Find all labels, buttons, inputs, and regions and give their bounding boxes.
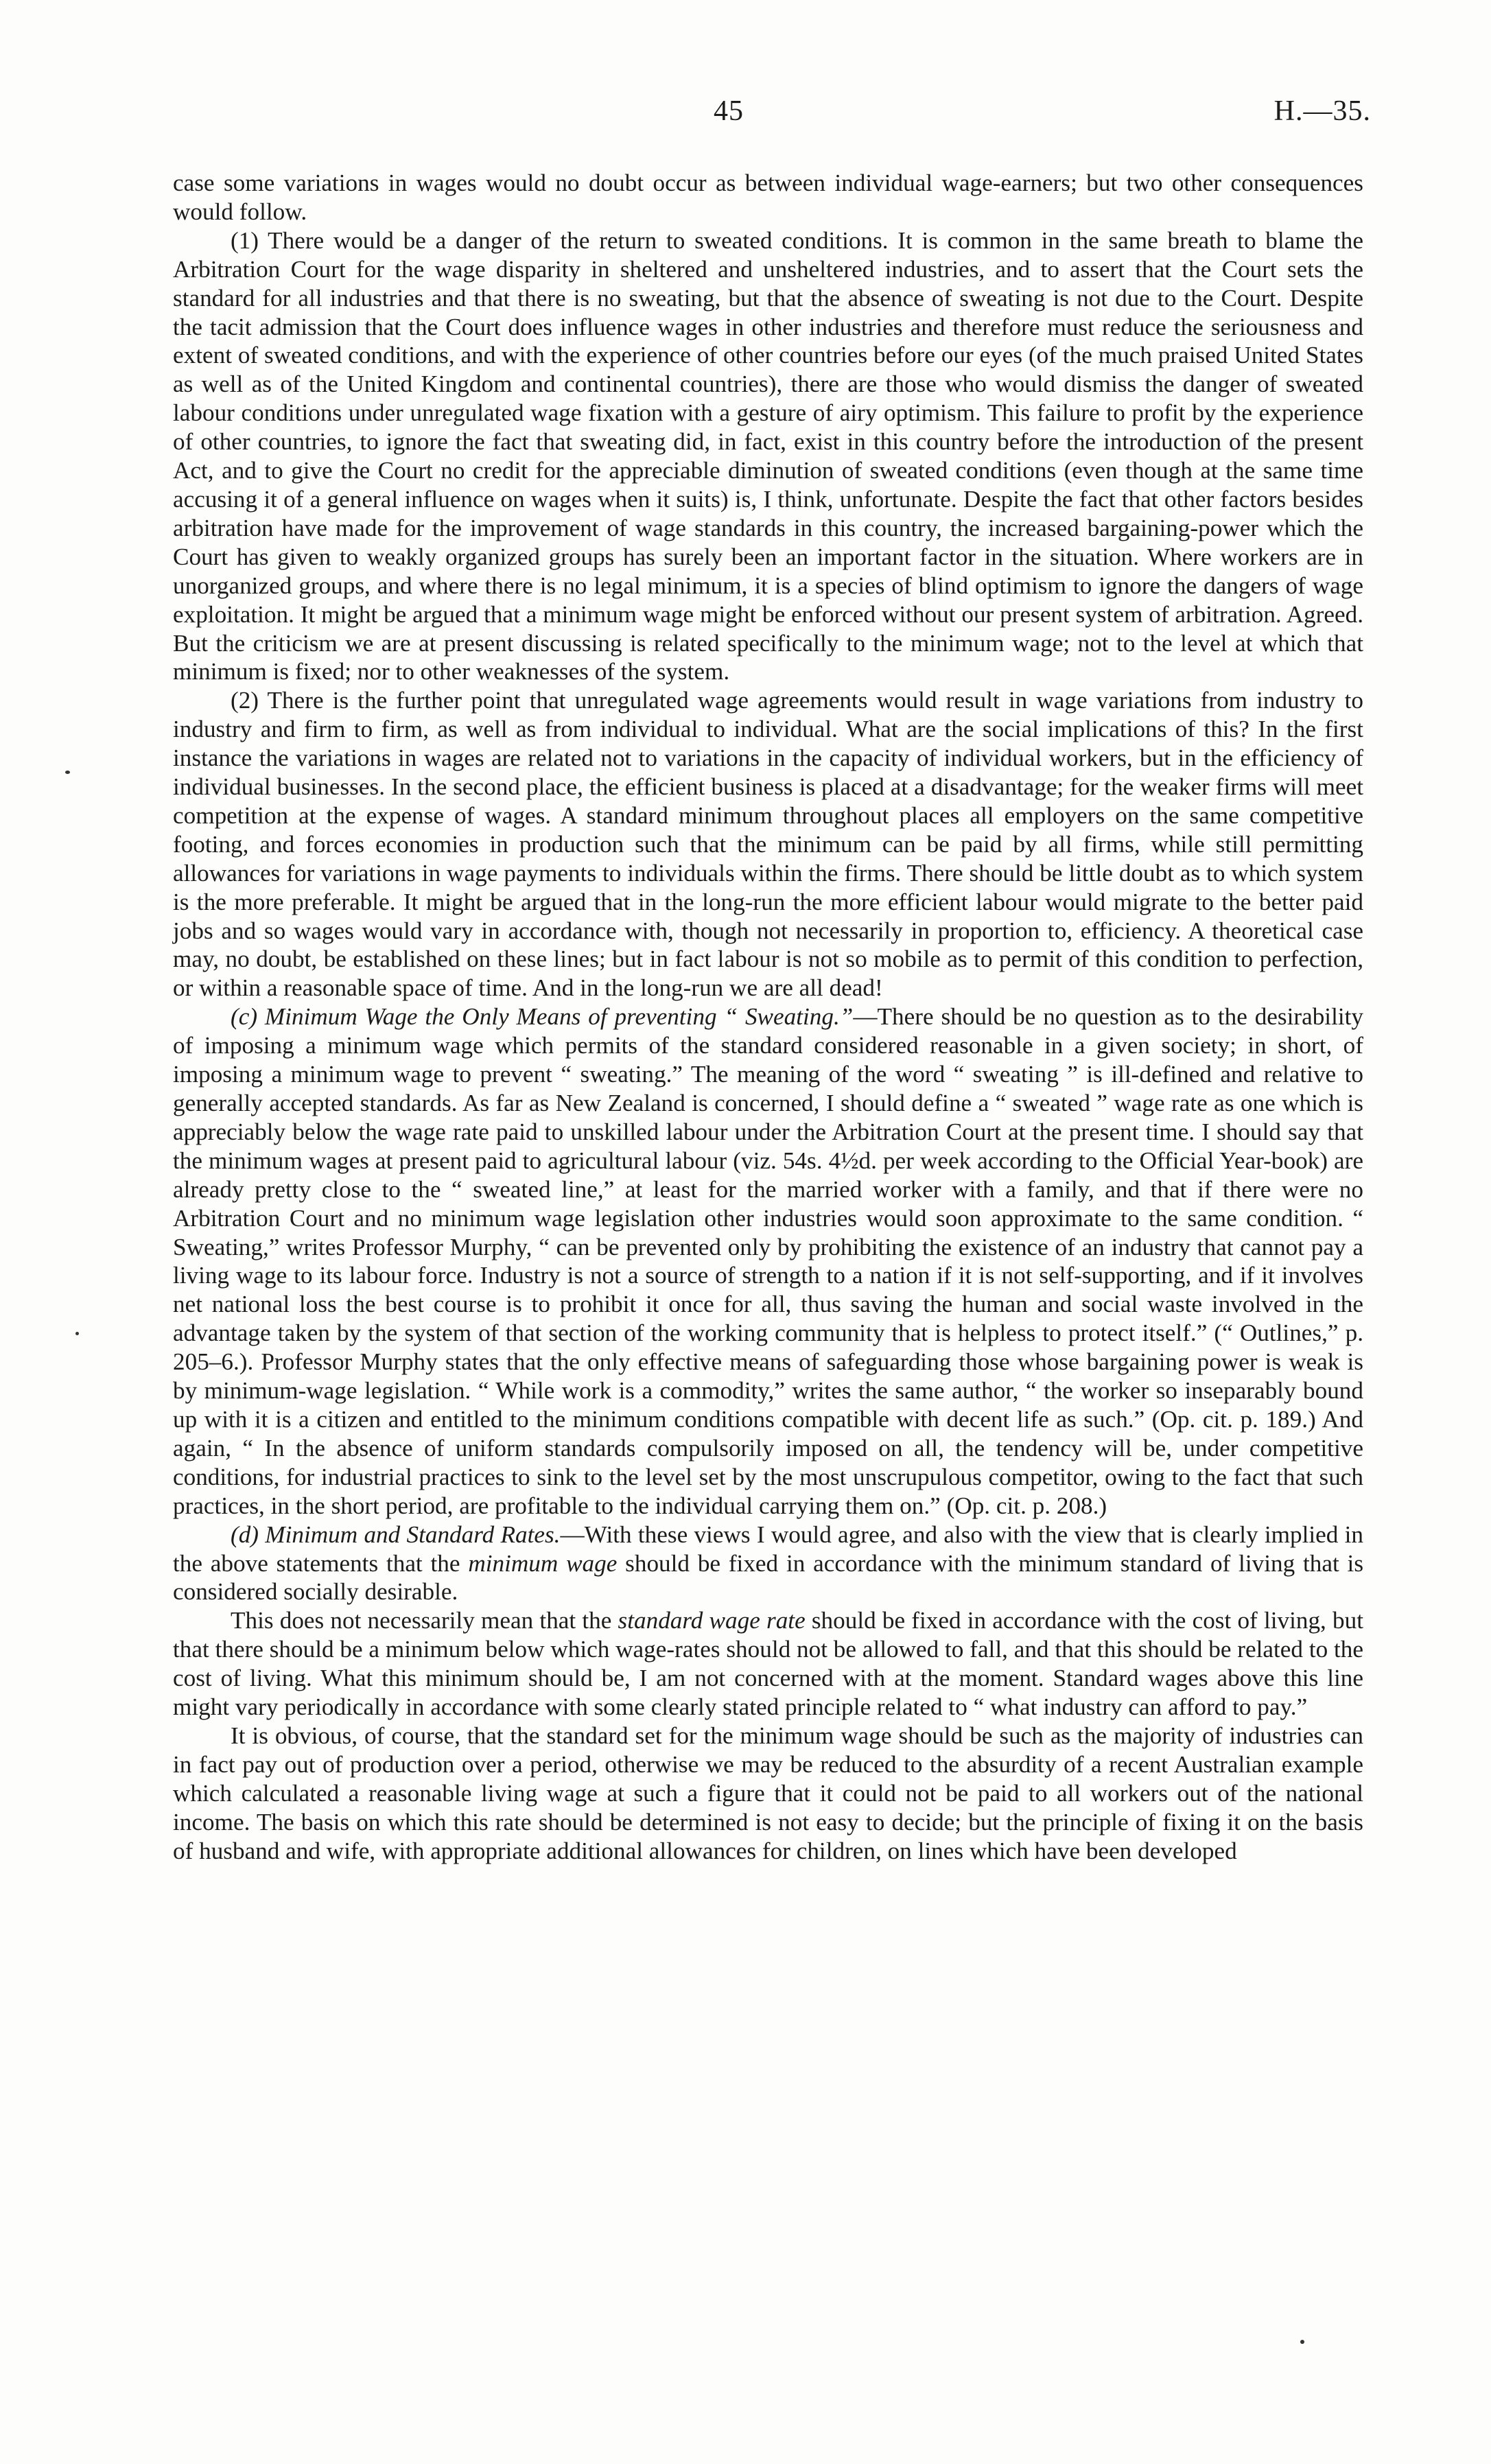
scan-speck <box>1300 2340 1304 2344</box>
paragraph-minimum-wage-basis: It is obvious, of course, that the standard set for the minimum wage should be such as the majority of industries can in fact pay out of production over a period, otherwise we may be reduced to the absurdity of a recent Australian example which calculated a reasonable living wage at such a figure that it could not be paid to all workers out of the national income. The basis on which this rate should be determined is not easy to decide; but the principle of fixing it on the basis of husband and wife, with appropriate additional allowances for children, on lines which have been developed <box>173 1722 1363 1864</box>
section-d-text-b: should be fixed in accordance with the minimum standard of living that is considered socially desirable. <box>173 1549 1364 1606</box>
section-d-heading: (d) Minimum and Standard Rates. <box>231 1521 561 1548</box>
paragraph-point-2: (2) There is the further point that unregulated wage agreements would result in wage variations from industry to industry and firm to firm, as well as from individual to individual. What are the social implications of this? In the first instance the variations in wages are related not to variations in the capacity of individual workers, but in the efficiency of individual businesses. In the second place, the efficient business is placed at a disadvantage; for the weaker firms will meet competition at the expense of wages. A standard minimum throughout places all employers on the same competitive footing, and forces economies in production such that the minimum can be paid by all firms, while still permitting allowances for variations in wage payments to individuals within the firms. There should be little doubt as to which system is the more preferable. It might be argued that in the long-run the more efficient labour would migrate to the better paid jobs and so wages would vary in accordance with, though not necessarily in proportion to, efficiency. A theoretical case may, no doubt, be established on these lines; but in fact labour is not so mobile as to permit of this condition to perfection, or within a reasonable space of time. And in the long-run we are all dead! <box>173 687 1363 1002</box>
paragraph-continued: case some variations in wages would no doubt occur as between individual wage-earners; but two other consequences would follow. <box>173 169 1363 225</box>
section-c-text: —There should be no question as to the desirability of imposing a minimum wage which permits of the standard considered reasonable in a given society; in short, of imposing a minimum wage to prevent “ sweating.” The meaning of the word “ sweating ” is ill-defined and relative to generally accepted standards. As far as New Zealand is concerned, I should define a “ sweated ” wage rate as one which is appreciably below the wage rate paid to unskilled labour under the Arbitration Court at the present time. I should say that the minimum wages at present paid to agricultural labour (viz. 54s. 4½d. per week according to the Official Year-book) are already pretty close to the “ sweated line,” at least for the married worker with a family, and that if there were no Arbitration Court and no minimum wage legislation other industries would soon approximate to the same condition. “ Sweating,” writes Professor Murphy, “ can be prevented only by prohibiting the existence of an industry that cannot pay a living wage to its labour force. Industry is not a source of strength to a nation if it is not self-supporting, and if it involves net national loss the best course is to prohibit it once for all, thus saving the human and social waste involved in the advantage taken by the system of that section of the working community that is helpless to protect itself.” (“ Outlines,” p. 205–6.). Professor Murphy states that the only effective means of safeguarding those whose bargaining power is weak is by minimum-wage legislation. “ While work is a commodity,” writes the same author, “ the worker so inseparably bound up with it is a citizen and entitled to the minimum conditions compatible with decent life as such.” (Op. cit. p. 189.) And again, “ In the absence of uniform standards compulsorily imposed on all, the tendency will be, under competitive conditions, for industrial practices to sink to the level set by the most unscrupulous competitor, owing to the fact that such practices, in the short period, are profitable to the individual carrying them on.” (Op. cit. p. 208.) <box>173 1003 1363 1519</box>
section-d-emphasis: minimum wage <box>468 1549 618 1577</box>
page-header <box>0 89 1491 137</box>
standard-rate-text-b: should be fixed in accordance with the cost of living, but that there should be a minimum below which wage-rates should not be allowed to fall, and that this should be related to the cost of living. What this minimum should be, I am not concerned with at the moment. Standard wages above this line might vary periodically in accordance with some clearly stated principle related to “ what industry can afford to pay.” <box>173 1607 1363 1721</box>
paragraph-section-d <box>173 1521 1363 1607</box>
paragraph-point-1: (1) There would be a danger of the return to sweated conditions. It is common in the same breath to blame the Arbitration Court for the wage disparity in sheltered and unsheltered industries, and to assert that the Court sets the standard for all industries and that there is no sweating, but that the absence of sweating is not due to the Court. Despite the tacit admission that the Court does influence wages in other industries and therefore must reduce the seriousness and extent of sweated conditions, and with the experience of other countries before our eyes (of the much praised United States as well as of the United Kingdom and continental countries), there are those who would dismiss the danger of sweated labour conditions under unregulated wage fixation with a gesture of airy optimism. This failure to profit by the experience of other countries, to ignore the fact that sweating did, in fact, exist in this country before the introduction of the present Act, and to give the Court no credit for the appreciable diminution of sweated conditions (even though at the same time accusing it of a general influence on wages when it suits) is, I think, unfortunate. Despite the fact that other factors besides arbitration have made for the improvement of wage standards in this country, the increased bargaining-power which the Court has given to weakly organized groups has surely been an important factor in the situation. Where workers are in unorganized groups, and where there is no legal minimum, it is a species of blind optimism to ignore the dangers of wage exploitation. It might be argued that a minimum wage might be enforced without our present system of arbitration. Agreed. But the criticism we are at present discussing is related specifically to the minimum wage; not to the level at which that minimum is fixed; nor to other weaknesses of the system. <box>173 226 1363 685</box>
scan-speck <box>65 771 70 774</box>
paragraph-section-c <box>173 1002 1363 1520</box>
standard-rate-emphasis: standard wage rate <box>618 1607 806 1634</box>
paragraph-standard-rate <box>173 1606 1363 1722</box>
body-text <box>173 169 1363 1865</box>
section-c-heading: (c) Minimum Wage the Only Means of preventing “ Sweating.” <box>231 1003 854 1031</box>
section-d-text-a: —With these views I would agree, and also with the view that is clearly implied in the above statements that the <box>173 1521 1364 1577</box>
standard-rate-text-a: This does not necessarily mean that the <box>231 1607 618 1634</box>
paper-reference: H.—35. <box>1273 95 1371 127</box>
page-number: 45 <box>714 95 744 127</box>
scan-speck <box>75 1332 79 1335</box>
